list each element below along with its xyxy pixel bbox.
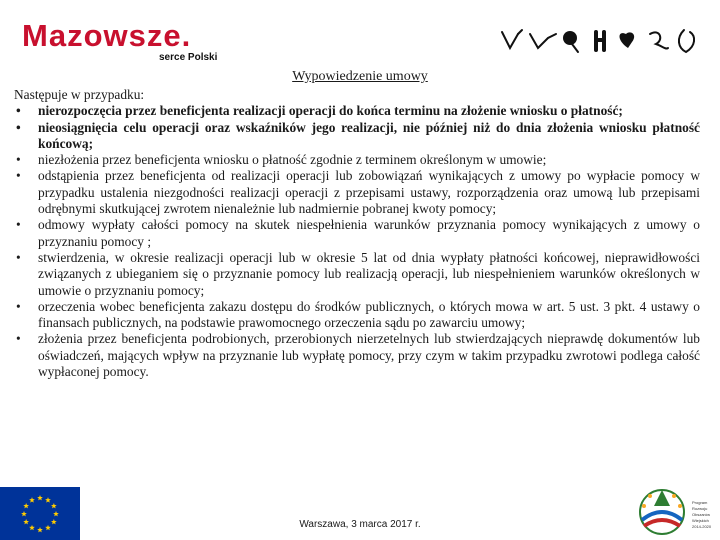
brand-wordmark: Mazowsze. xyxy=(22,18,192,53)
rooster-icon xyxy=(530,34,556,48)
prow-logo-text: Program Rozwoju Obszarów Wiejskich 2014-2020 xyxy=(692,500,712,529)
list-item: • orzeczenia wobec beneficjenta zakazu dostępu do środków publicznych, o których mowa w art. 5 ust. 3 pkt. 4 ustawy o finansach publicznych, na podstawie prawomocnego orzeczenia sądu po zawarciu umowy; xyxy=(14,299,700,332)
list-item: • odstąpienia przez beneficjenta od realizacji operacji lub zobowiązań wynikających z umowy po wypłacie pomocy w przypadku ustalenia niezgodności realizacji operacji z przepisami ustawy, rozporządzenia oraz umową lub przepisami odrębnymi skutkującej zwrotem nienależnie lub nadmiernie pobranej kwoty pomocy; xyxy=(14,168,700,217)
bird-icon xyxy=(502,30,522,48)
eu-star xyxy=(53,511,59,516)
list-item: • niezłożenia przez beneficjenta wniosku o płatność zgodnie z terminem określonym w umowie; xyxy=(14,152,700,168)
flower-icon xyxy=(563,31,578,52)
eu-star xyxy=(21,511,27,516)
eu-star xyxy=(37,495,43,500)
eu-star xyxy=(45,497,51,502)
eu-flag-logo xyxy=(0,487,80,540)
eu-star xyxy=(29,497,35,502)
list-item: • nierozpoczęcia przez beneficjenta realizacji operacji do końca terminu na złożenie wniosku o płatność; xyxy=(14,103,700,119)
list-item: • nieosiągnięcia celu operacji oraz wskaźników jego realizacji, nie później niż do dnia złożenia wniosku płatność końcową; xyxy=(14,120,700,153)
eu-star xyxy=(51,503,57,508)
list-item: • złożenia przez beneficjenta podrobionych, przerobionych nierzetelnych lub stwierdzających nieprawdę dokumentów lub oświadczeń, mających wpływ na przyznanie lub wypłatę pomocy, przy czym w takim przypadku zwrotowi podlega całość wypłaconej pomocy. xyxy=(14,331,700,380)
brand-tagline: serce Polski xyxy=(159,52,218,63)
flower-icon xyxy=(596,32,604,50)
eu-star xyxy=(23,503,29,508)
folk-decoration-icons xyxy=(500,26,710,56)
bird-icon xyxy=(650,32,668,48)
heart-icon xyxy=(620,32,635,48)
mazowsze-logo xyxy=(22,18,242,66)
list-item: • stwierdzenia, w okresie realizacji operacji lub w okresie 5 lat od dnia wypłaty płatności końcowej, nieprawidłowości związanych z ubieganiem się o przyznanie pomocy lub realizacją operacji, lub niespełnieniem warunków określonych w umowie o przyznaniu pomocy; xyxy=(14,250,700,299)
intro-text: Następuje w przypadku: xyxy=(14,87,145,102)
leaf-icon xyxy=(679,30,694,52)
document-body xyxy=(14,87,700,380)
termination-reasons-list xyxy=(14,103,700,380)
footer-date: Warszawa, 3 marca 2017 r. xyxy=(299,519,421,530)
page-title: Wypowiedzenie umowy xyxy=(292,69,428,84)
list-item: • odmowy wypłaty całości pomocy na skutek niespełnienia warunków przyznania pomocy wynikających z umowy o przyznaniu pomocy ; xyxy=(14,217,700,250)
